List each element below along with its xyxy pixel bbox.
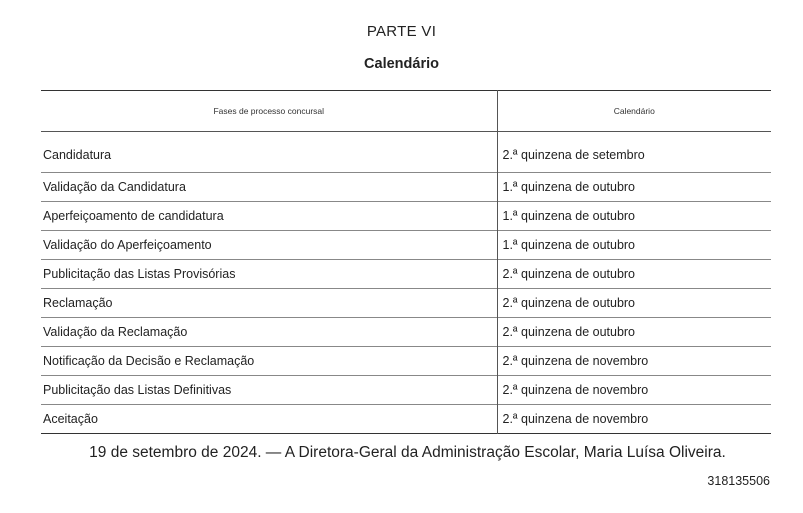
period-cell: 1.ª quinzena de outubro [497,173,771,202]
phase-cell: Publicitação das Listas Provisórias [43,267,236,281]
phase-cell: Validação do Aperfeiçoamento [43,238,212,252]
table-row [41,202,771,231]
table-row [41,289,771,318]
period-cell: 2.ª quinzena de outubro [497,260,771,289]
header-calendar: Calendário [497,91,771,132]
table-row [41,318,771,347]
period-cell: 2.ª quinzena de setembro [497,132,771,173]
table-row [41,376,771,405]
phase-cell: Validação da Candidatura [43,180,186,194]
period-cell: 1.ª quinzena de outubro [497,231,771,260]
table-row [41,260,771,289]
table-row [41,231,771,260]
period-cell: 2.ª quinzena de novembro [497,405,771,434]
phase-cell: Reclamação [43,296,113,310]
document-number: 318135506 [707,474,770,488]
period-cell: 2.ª quinzena de outubro [497,318,771,347]
table-row [41,347,771,376]
signature-line: 19 de setembro de 2024. — A Diretora-Geral da Administração Escolar, Maria Luísa Oliveira. [89,444,726,461]
phase-cell: Validação da Reclamação [43,325,188,339]
phase-cell: Candidatura [43,148,112,162]
table-row [41,405,771,434]
period-cell: 2.ª quinzena de novembro [497,376,771,405]
part-title: PARTE VI [366,23,437,40]
calendar-table [41,90,771,434]
phase-cell: Aceitação [43,412,98,426]
table-row [41,173,771,202]
phase-cell: Aperfeiçoamento de candidatura [43,209,224,223]
header-phases: Fases de processo concursal [213,106,325,116]
phase-cell: Publicitação das Listas Definitivas [43,383,232,397]
period-cell: 1.ª quinzena de outubro [497,202,771,231]
period-cell: 2.ª quinzena de novembro [497,347,771,376]
period-cell: 2.ª quinzena de outubro [497,289,771,318]
phase-cell: Notificação da Decisão e Reclamação [43,354,255,368]
section-title: Calendário [364,56,439,72]
table-header-row [41,91,771,132]
table-row [41,132,771,173]
